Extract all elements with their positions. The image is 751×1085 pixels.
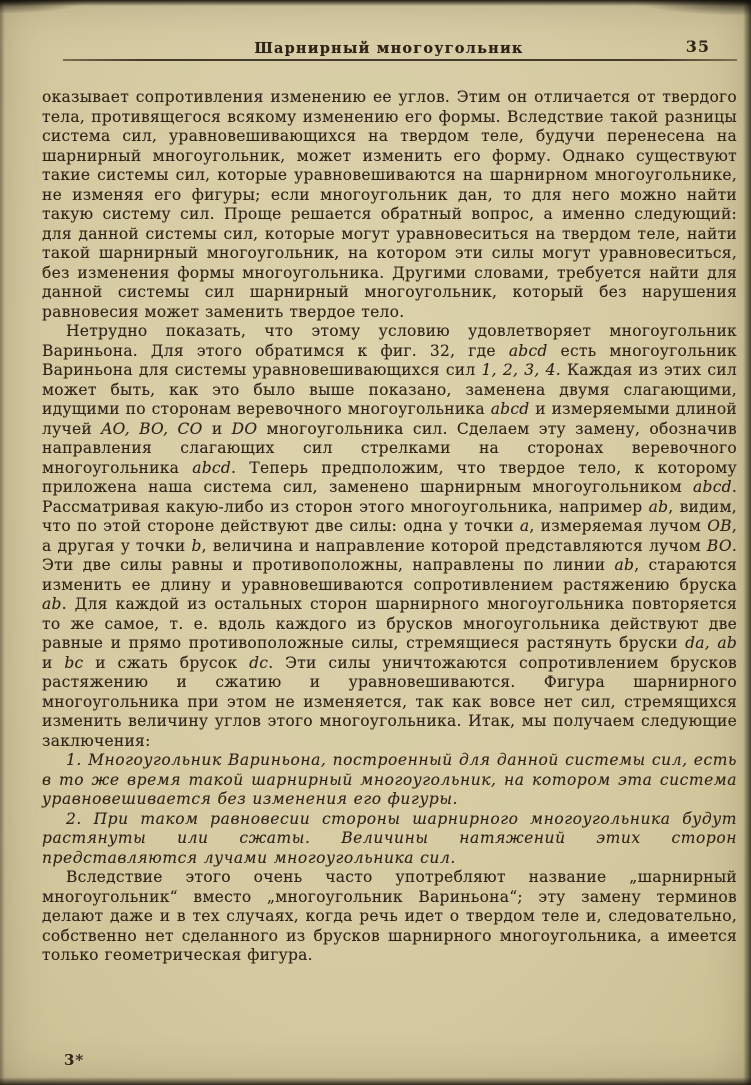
italic-text-segment: abcd: [490, 400, 530, 418]
italic-text-segment: ab: [614, 556, 635, 574]
text-segment: . Рассматривая какую-либо из сторон этого многоугольника, например: [42, 478, 737, 516]
scan-edge-bottom: [0, 1077, 751, 1085]
text-segment: , видим, что по этой стороне действуют две силы: одна у точки: [42, 497, 737, 535]
text-segment: , величина и направление которой представляются лучом: [201, 536, 707, 555]
running-header: [42, 38, 736, 58]
paragraph: [42, 751, 737, 810]
paragraph: [42, 88, 737, 322]
italic-text-segment: AO, BO, CO: [101, 419, 203, 438]
italic-text-segment: b: [191, 536, 202, 555]
text-segment: , измеряемая лучом: [529, 517, 708, 535]
text-segment: , а другая у точки: [42, 517, 738, 555]
header-rule: [63, 59, 737, 61]
running-header-title: Шарнирный многоугольник: [254, 40, 524, 57]
italic-text-segment: ab: [648, 497, 669, 516]
text-segment: есть многоугольник Вариньона для системы уравновешивающихся сил: [42, 341, 737, 379]
text-segment: . Для каждой из остальных сторон шарнирного многоугольника повторяется то же самое, т. е. вдоль каждого из брусков многоугольника действуют две равные и прямо противоположные силы, стремящиеся растянуть бруски: [42, 595, 737, 652]
text-segment: и измеряемыми длиной лучей: [42, 400, 738, 438]
text-segment: и: [202, 419, 232, 438]
italic-text-segment: dc: [249, 653, 269, 672]
italic-text-segment: ab: [42, 595, 62, 613]
text-segment: Нетрудно показать, что этому условию удовлетворяет многоугольник Вариньона. Для этого обратимся к фиг. 32, где: [42, 322, 737, 360]
text-segment: , стараются изменить ее длину и уравновешиваются сопротивлением растяжению бруска: [42, 556, 737, 594]
text-segment: . Теперь предположим, что твердое тело, к которому приложена наша система сил, заменено шарнирным многоугольником: [42, 458, 737, 496]
scan-edge-right: [743, 0, 751, 1085]
text-segment: и сжать брусок: [83, 653, 250, 672]
text-segment: и: [42, 653, 65, 672]
italic-text-segment: abcd: [192, 458, 232, 477]
paragraph: [42, 810, 737, 869]
italic-text-segment: DO: [231, 419, 258, 438]
text-segment: . Эти силы уничтожаются сопротивлением брусков растяжению и сжатию и уравновешиваются. Фигура шарнирного многоугольника при этом не изменяется, так как вовсе нет сил, стремящихся изменить величину углов этого многоугольника. Итак, мы получаем следующие заключения:: [42, 653, 737, 750]
italic-text-segment: abcd: [508, 341, 548, 360]
italic-text-segment: 1, 2, 3, 4.: [481, 361, 561, 379]
paragraph: [42, 322, 737, 751]
italic-text-segment: a: [519, 517, 530, 535]
paragraph: [42, 868, 737, 966]
scan-corner-top-right: [631, 0, 751, 16]
italic-text-segment: OB: [707, 517, 732, 535]
italic-text-segment: da, ab: [685, 634, 737, 652]
italic-text-segment: 1. Многоугольник Вариньона, построенный для данной системы сил, есть в то же время такой шарнирный многоугольник, на котором эта система уравновешивается без изменения его фигуры.: [42, 751, 737, 808]
italic-text-segment: abcd: [693, 478, 732, 496]
text-segment: оказывает сопротивления изменению ее углов. Этим он отличается от твердого тела, противящегося всякому изменению его формы. Вследствие такой разницы система сил, уравновешивающихся на твердом теле, будучи перенесена на шарнирный многоугольник, может изменить его форму. Однако существуют такие системы сил, которые уравновешиваются на шарнирном многоугольнике, не изменяя его фигуры; если многоугольник дан, то для него можно найти такую систему сил. Проще решается обратный вопрос, а именно следующий: для данной системы сил, которые могут уравновеситься на твердом теле, найти такой шарнирный многоугольник, на котором эти силы могут уравновеситься, без изменения формы многоугольника. Другими словами, требуется найти для данной системы сил шарнирный многоугольник, который без нарушения равновесия может заменить твердое тело.: [42, 88, 737, 321]
italic-text-segment: bc: [64, 653, 84, 672]
scan-corner-top-left: [0, 0, 90, 14]
text-segment: многоугольника сил. Сделаем эту замену, обозначив направления слагающих сил стрелками на сторонах веревочного многоугольника: [42, 419, 738, 477]
italic-text-segment: 2. При таком равновесии стороны шарнирного многоугольника будут растянуты или сжаты. Величины натяжений этих сторон представляются лучами многоугольника сил.: [42, 809, 737, 867]
text-segment: . Эти две силы равны и противоположны, направлены по линии: [42, 536, 737, 574]
page-number: 35: [685, 37, 710, 56]
italic-text-segment: BO: [706, 536, 732, 555]
footer-signature-mark: 3*: [64, 1051, 85, 1069]
scan-edge-left: [0, 0, 5, 1085]
text-segment: Каждая из этих сил может быть, как это было выше показано, заменена двумя слагающими, идущими по сторонам веревочного многоугольника: [42, 361, 737, 418]
text-body: [42, 88, 737, 966]
text-segment: Вследствие этого очень часто употребляют название „шарнирный многоугольник“ вместо „многоугольник Вариньона“; эту замену терминов делают даже и в тех случаях, когда речь идет о твердом теле и, следовательно, собственно нет сделанного из брусков шарнирного многоугольника, а имеется только геометрическая фигура.: [42, 868, 737, 964]
